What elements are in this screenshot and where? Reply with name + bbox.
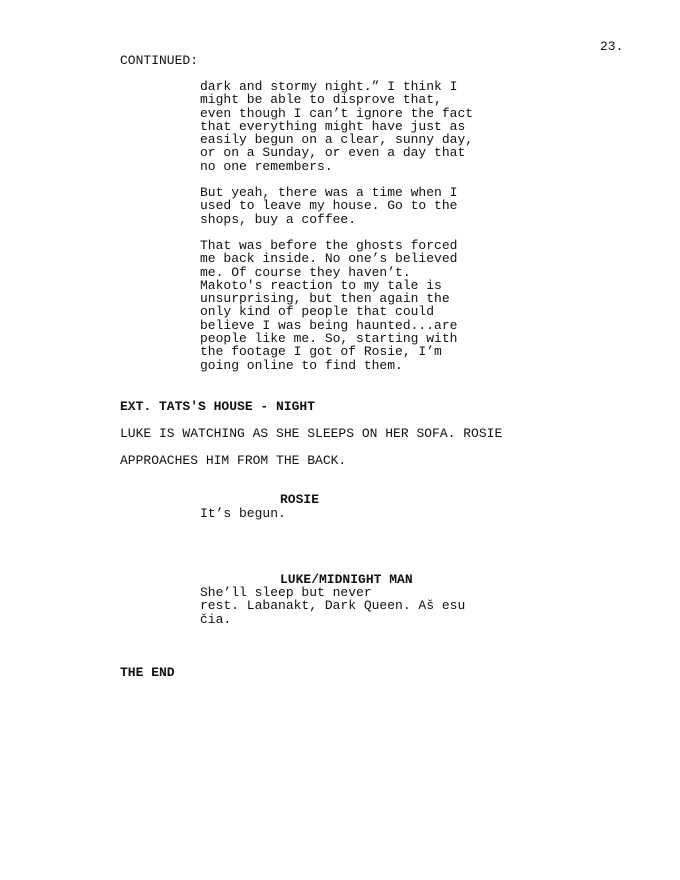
dialogue-rosie: It’s begun. [200,506,286,521]
dialogue-paragraph-2: But yeah, there was a time when I used to leave my house. Go to the shops, buy a coffee. [200,185,458,227]
page-number: 23. [600,39,624,54]
the-end: THE END [120,665,175,680]
scene-heading: EXT. TATS'S HOUSE - NIGHT [120,399,316,414]
dialogue-paragraph-3: That was before the ghosts forced me back inside. No one’s believed me. Of course they haven’t. Makoto's reaction to my tale is unsurprising, but then again the only kind of people that could believe I was being haunted...are people like me. So, starting with the footage I got of Rosie, I’m going online to find them. [200,238,458,373]
dialogue-paragraph-1: dark and stormy night.” I think I might be able to disprove that, even though I can’t ignore the fact that everything might have just as easily begun on a clear, sunny day, or on a Sunday, or even a day that no one remembers. [200,79,474,174]
continued-label: CONTINUED: [120,53,199,68]
action-line: LUKE IS WATCHING AS SHE SLEEPS ON HER SOFA. ROSIE [120,426,503,441]
character-name-rosie: ROSIE [280,492,320,507]
character-name-luke: LUKE/MIDNIGHT MAN [280,572,413,587]
dialogue-luke: She’ll sleep but never rest. Labanakt, Dark Queen. Aš esu čia. [200,585,466,627]
action-line: APPROACHES HIM FROM THE BACK. [120,453,347,468]
